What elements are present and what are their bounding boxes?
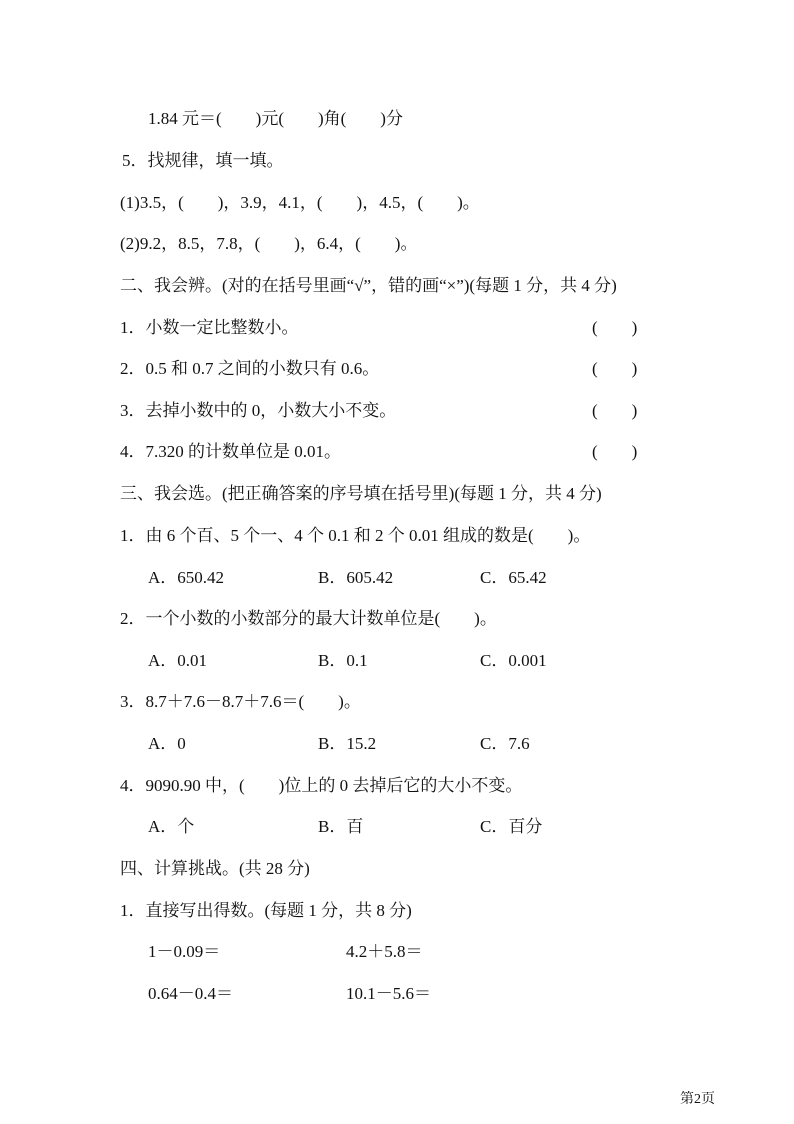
pattern-item-1: (1)3.5，( )，3.9，4.1，( )，4.5，( )。 <box>120 193 480 212</box>
calc-expression: 10.1－5.6＝ <box>346 984 431 1003</box>
judge-answer-bracket: ( ) <box>592 359 638 378</box>
choice-question-1: 1．由 6 个百、5 个一、4 个 0.1 和 2 个 0.01 组成的数是( )。 <box>120 526 591 545</box>
pattern-item-2: (2)9.2，8.5，7.8，( )，6.4，( )。 <box>120 234 418 253</box>
choice-question-3: 3．8.7＋7.6－8.7＋7.6＝( )。 <box>120 692 361 711</box>
money-conversion-item: 1.84 元＝( )元( )角( )分 <box>148 109 403 128</box>
choice-option-b: B．0.1 <box>318 651 368 670</box>
judge-item-3: 3．去掉小数中的 0，小数大小不变。 <box>120 401 397 420</box>
choice-option-a: A．0 <box>148 734 186 753</box>
judge-item-1: 1．小数一定比整数小。 <box>120 318 299 337</box>
judge-answer-bracket: ( ) <box>592 442 638 461</box>
choice-option-b: B．605.42 <box>318 568 394 587</box>
judge-answer-bracket: ( ) <box>592 318 638 337</box>
choice-option-a: A．个 <box>148 817 195 836</box>
choice-question-4: 4．9090.90 中，( )位上的 0 去掉后它的大小不变。 <box>120 776 523 795</box>
calc-question-1-title: 1．直接写出得数。(每题 1 分，共 8 分) <box>120 901 412 920</box>
choice-option-c: C．百分 <box>480 817 543 836</box>
judge-item-2: 2．0.5 和 0.7 之间的小数只有 0.6。 <box>120 359 380 378</box>
choice-option-c: C．0.001 <box>480 651 547 670</box>
calc-expression: 4.2＋5.8＝ <box>346 942 423 961</box>
section-4-title: 四、计算挑战。(共 28 分) <box>120 859 310 878</box>
question-5-title: 5．找规律，填一填。 <box>122 151 284 170</box>
choice-option-a: A．650.42 <box>148 568 225 587</box>
section-3-title: 三、我会选。(把正确答案的序号填在括号里)(每题 1 分，共 4 分) <box>120 484 602 503</box>
judge-item-4: 4．7.320 的计数单位是 0.01。 <box>120 442 341 461</box>
calc-expression: 0.64－0.4＝ <box>148 984 233 1003</box>
choice-option-b: B．百 <box>318 817 364 836</box>
choice-question-2: 2．一个小数的小数部分的最大计数单位是( )。 <box>120 609 497 628</box>
page-number: 第2页 <box>680 1092 715 1107</box>
choice-option-b: B．15.2 <box>318 734 377 753</box>
choice-option-c: C．7.6 <box>480 734 530 753</box>
section-2-title: 二、我会辨。(对的在括号里画“√”，错的画“×”)(每题 1 分，共 4 分) <box>120 276 617 295</box>
choice-option-a: A．0.01 <box>148 651 208 670</box>
calc-expression: 1－0.09＝ <box>148 942 221 961</box>
choice-option-c: C．65.42 <box>480 568 547 587</box>
judge-answer-bracket: ( ) <box>592 401 638 420</box>
